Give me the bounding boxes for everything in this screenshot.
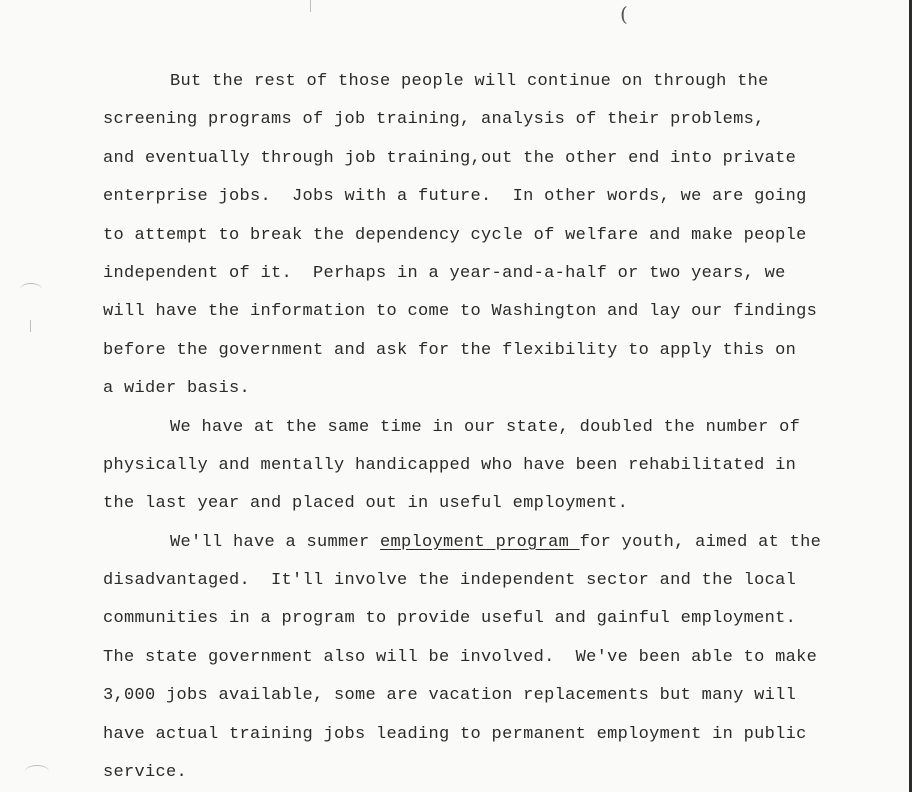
- text-line: service.: [103, 763, 188, 783]
- typewritten-body: [103, 63, 893, 792]
- text-line: communities in a program to provide useful and gainful employment.: [103, 609, 797, 629]
- text-segment: for youth, aimed at the: [579, 532, 822, 552]
- text-line: the last year and placed out in useful employment.: [103, 494, 629, 514]
- text-line: disadvantaged. It'll involve the independent sector and the local: [103, 571, 797, 591]
- text-line: 3,000 jobs available, some are vacation replacements but many will: [103, 686, 797, 706]
- text-line: a wider basis.: [103, 379, 251, 399]
- text-line: We have at the same time in our state, doubled the number of: [170, 417, 801, 437]
- text-line: will have the information to come to Washington and lay our findings: [103, 302, 818, 322]
- page-edge: [909, 0, 920, 792]
- text-segment: We'll have a summer: [170, 532, 381, 552]
- text-line: [103, 524, 893, 562]
- text-line: But the rest of those people will continue on through the: [170, 72, 769, 91]
- underlined-phrase: employment program: [380, 532, 580, 552]
- stray-mark: [25, 765, 49, 778]
- text-line: physically and mentally handicapped who have been rehabilitated in: [103, 455, 797, 475]
- text-line: before the government and ask for the flexibility to apply this on: [103, 340, 797, 360]
- text-line: enterprise jobs. Jobs with a future. In other words, we are going: [103, 187, 807, 207]
- stray-mark: [20, 283, 42, 296]
- text-line: The state government also will be involved. We've been able to make: [103, 647, 818, 667]
- text-line: have actual training jobs leading to permanent employment in public: [103, 724, 807, 744]
- text-line: and eventually through job training,out the other end into private: [103, 148, 797, 168]
- stray-mark: [30, 320, 37, 332]
- stray-mark: [310, 0, 311, 12]
- margin-parenthesis: (: [620, 2, 628, 26]
- text-line: to attempt to break the dependency cycle of welfare and make people: [103, 225, 807, 245]
- text-line: screening programs of job training, analysis of their problems,: [103, 110, 765, 130]
- text-line: independent of it. Perhaps in a year-and-a-half or two years, we: [103, 263, 786, 283]
